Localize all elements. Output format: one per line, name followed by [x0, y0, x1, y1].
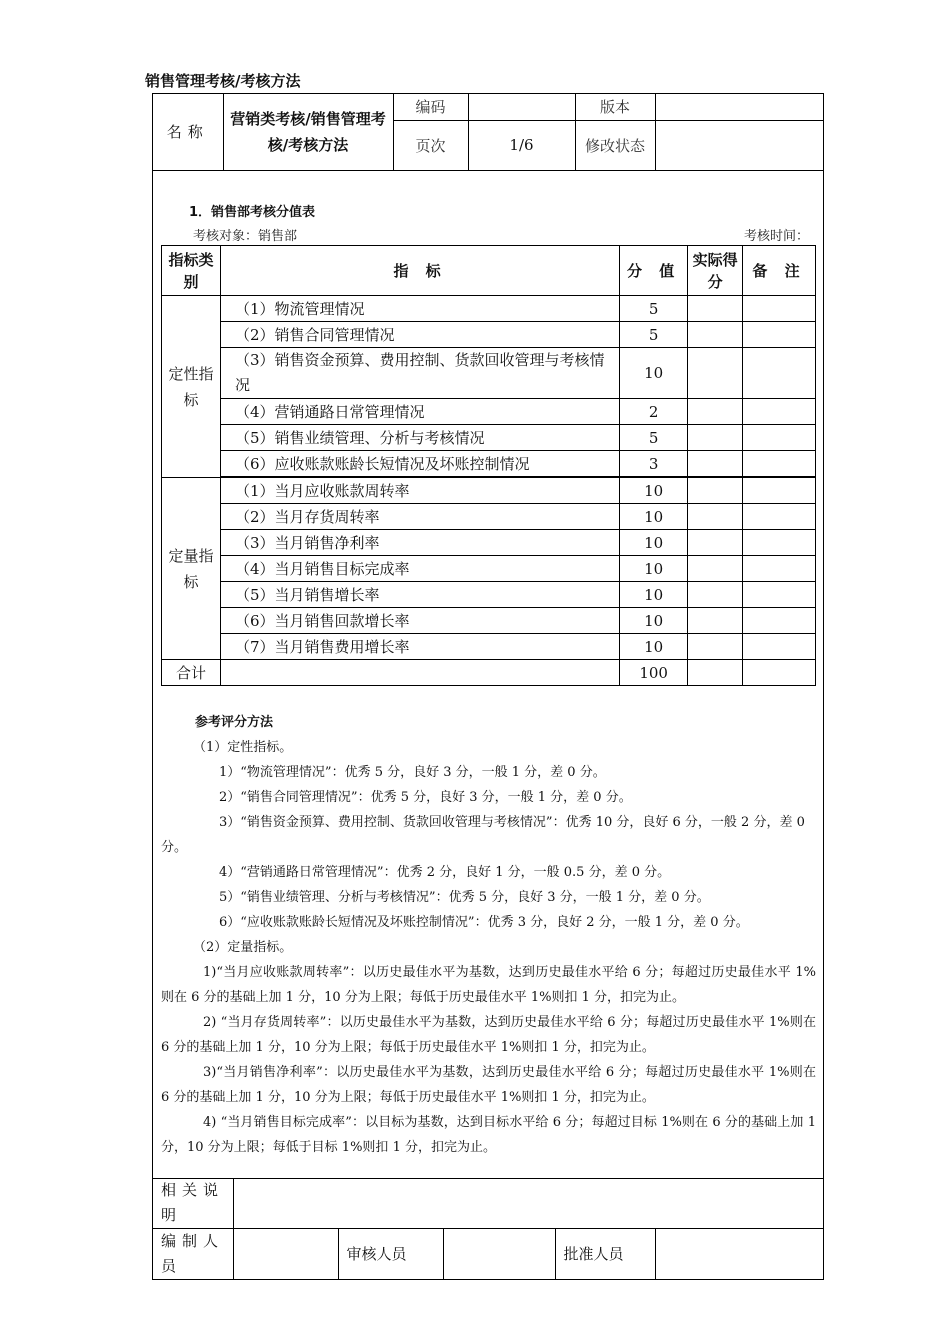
remarks-cell: [743, 504, 816, 530]
table-row-score: 10: [620, 634, 688, 660]
actual-score-cell: [688, 478, 743, 504]
category-quantitative: 定量指标: [162, 478, 221, 660]
table-row-score: 5: [620, 425, 688, 451]
actual-score-cell: [688, 399, 743, 425]
remarks-cell: [743, 530, 816, 556]
method-paragraph: 3)“当月销售净利率”：以历史最佳水平为基数，达到历史最佳水平给 6 分；每超过历史最佳水平 1%则在 6 分的基础上加 1 分，10 分为上限；每低于历史最佳水平 1%则扣 1 分，扣完为止。: [161, 1065, 816, 1105]
method-paragraph: 6）“应收账款账龄长短情况及坏账控制情况”：优秀 3 分，良好 2 分，一般 1 分，差 0 分。: [219, 915, 749, 930]
table-row-score: 10: [620, 556, 688, 582]
code-label: 编码: [393, 94, 468, 120]
actual-score-cell: [688, 660, 743, 686]
header-category: 指标类别: [162, 246, 221, 296]
author-label: 编制人员: [153, 1229, 233, 1280]
author-value: [233, 1229, 338, 1280]
method-paragraph: 2）“销售合同管理情况”：优秀 5 分，良好 3 分，一般 1 分，差 0 分。: [219, 790, 632, 805]
remarks-cell: [743, 296, 816, 322]
table-row-item: （5）当月销售增长率: [220, 582, 619, 608]
table-row-item: （1）物流管理情况: [220, 296, 619, 322]
table-row-score: 10: [620, 530, 688, 556]
revision-value: [655, 120, 823, 170]
table-row-item: （3）销售资金预算、费用控制、货款回收管理与考核情况: [220, 348, 619, 399]
approver-label: 批准人员: [555, 1229, 655, 1280]
remarks-cell: [743, 322, 816, 348]
table-row-score: 2: [620, 399, 688, 425]
qualitative-heading: （1）定性指标。: [193, 740, 293, 755]
quantitative-heading: （2）定量指标。: [193, 940, 293, 955]
assessment-time-label: 考核时间：: [743, 229, 809, 244]
document-title: 销售管理考核/考核方法: [145, 72, 301, 90]
actual-score-cell: [688, 451, 743, 477]
actual-score-cell: [688, 296, 743, 322]
method-paragraph: 3）“销售资金预算、费用控制、货款回收管理与考核情况”：优秀 10 分，良好 6 分，一般 2 分，差 0 分。: [161, 815, 805, 855]
table-row-item: （5）销售业绩管理、分析与考核情况: [220, 425, 619, 451]
table-row-item: （4）营销通路日常管理情况: [220, 399, 619, 425]
actual-score-cell: [688, 634, 743, 660]
total-item-cell: [220, 660, 619, 686]
assessment-target: 考核对象：销售部: [193, 229, 298, 244]
table-row-score: 5: [620, 296, 688, 322]
table-row-score: 10: [620, 504, 688, 530]
notes-value: [233, 1178, 823, 1229]
remarks-cell: [743, 348, 816, 399]
method-paragraph: 1)“当月应收账款周转率”：以历史最佳水平为基数，达到历史最佳水平给 6 分；每超过历史最佳水平 1%则在 6 分的基础上加 1 分，10 分为上限；每低于历史最佳水平 1%则扣 1 分，扣完为止。: [161, 965, 816, 1005]
remarks-cell: [743, 608, 816, 634]
remarks-cell: [743, 478, 816, 504]
actual-score-cell: [688, 348, 743, 399]
method-paragraph: 4）“营销通路日常管理情况”：优秀 2 分，良好 1 分，一般 0.5 分，差 0 分。: [219, 865, 671, 880]
code-value: [468, 94, 575, 120]
table-row-score: 10: [620, 608, 688, 634]
table-row-score: 3: [620, 451, 688, 477]
footer-table: [153, 1178, 823, 1280]
table-row-score: 10: [620, 478, 688, 504]
header-score: 分 值: [620, 246, 688, 296]
remarks-cell: [743, 451, 816, 477]
name-label: 名称: [153, 94, 223, 170]
header-table: [153, 94, 823, 171]
actual-score-cell: [688, 556, 743, 582]
method-paragraph: 2) “当月存货周转率”：以历史最佳水平为基数，达到历史最佳水平给 6 分；每超过历史最佳水平 1%则在 6 分的基础上加 1 分，10 分为上限；每低于历史最佳水平 1%则扣 1 分，扣完为止。: [161, 1015, 816, 1055]
table-row-item: （4）当月销售目标完成率: [220, 556, 619, 582]
table-row-score: 5: [620, 322, 688, 348]
total-label: 合计: [162, 660, 221, 686]
remarks-cell: [743, 556, 816, 582]
notes-label: 相关说明: [153, 1178, 233, 1229]
page-value: 1/6: [468, 120, 575, 170]
version-label: 版本: [575, 94, 655, 120]
remarks-cell: [743, 634, 816, 660]
header-indicator: 指 标: [220, 246, 619, 296]
remarks-cell: [743, 660, 816, 686]
table-row-item: （2）当月存货周转率: [220, 504, 619, 530]
total-value: 100: [620, 660, 688, 686]
actual-score-cell: [688, 530, 743, 556]
actual-score-cell: [688, 504, 743, 530]
method-paragraph: 4) “当月销售目标完成率”：以目标为基数，达到目标水平给 6 分；每超过目标 1%则在 6 分的基础上加 1 分，10 分为上限；每低于目标 1%则扣 1 分，扣完为止。: [161, 1115, 816, 1155]
reviewer-value: [443, 1229, 555, 1280]
content-area: [153, 170, 823, 1179]
scoring-method: [161, 710, 816, 1160]
actual-score-cell: [688, 425, 743, 451]
actual-score-cell: [688, 582, 743, 608]
table-row-score: 10: [620, 582, 688, 608]
table-row-item: （6）当月销售回款增长率: [220, 608, 619, 634]
method-paragraph: 1）“物流管理情况”：优秀 5 分，良好 3 分，一般 1 分，差 0 分。: [219, 765, 606, 780]
table-row-item: （6）应收账款账龄长短情况及坏账控制情况: [220, 451, 619, 477]
remarks-cell: [743, 425, 816, 451]
document-frame: [152, 93, 824, 1280]
table-row-item: （2）销售合同管理情况: [220, 322, 619, 348]
table-row-item: （3）当月销售净利率: [220, 530, 619, 556]
actual-score-cell: [688, 608, 743, 634]
method-title: 参考评分方法: [195, 715, 274, 730]
method-paragraph: 5）“销售业绩管理、分析与考核情况”：优秀 5 分，良好 3 分，一般 1 分，差 0 分。: [219, 890, 710, 905]
table-row-item: （1）当月应收账款周转率: [220, 478, 619, 504]
table-row-item: （7）当月销售费用增长率: [220, 634, 619, 660]
category-qualitative: 定性指标: [162, 296, 221, 478]
version-value: [655, 94, 823, 120]
section-title: 1．销售部考核分值表: [189, 205, 316, 220]
remarks-cell: [743, 582, 816, 608]
name-value: 营销类考核/销售管理考核/考核方法: [223, 94, 393, 170]
header-remarks: 备 注: [743, 246, 816, 296]
approver-value: [655, 1229, 823, 1280]
remarks-cell: [743, 399, 816, 425]
table-row-score: 10: [620, 348, 688, 399]
header-actual-score: 实际得分: [688, 246, 743, 296]
reviewer-label: 审核人员: [338, 1229, 443, 1280]
revision-label: 修改状态: [575, 120, 655, 170]
page-label: 页次: [393, 120, 468, 170]
score-table: [161, 245, 816, 686]
actual-score-cell: [688, 322, 743, 348]
